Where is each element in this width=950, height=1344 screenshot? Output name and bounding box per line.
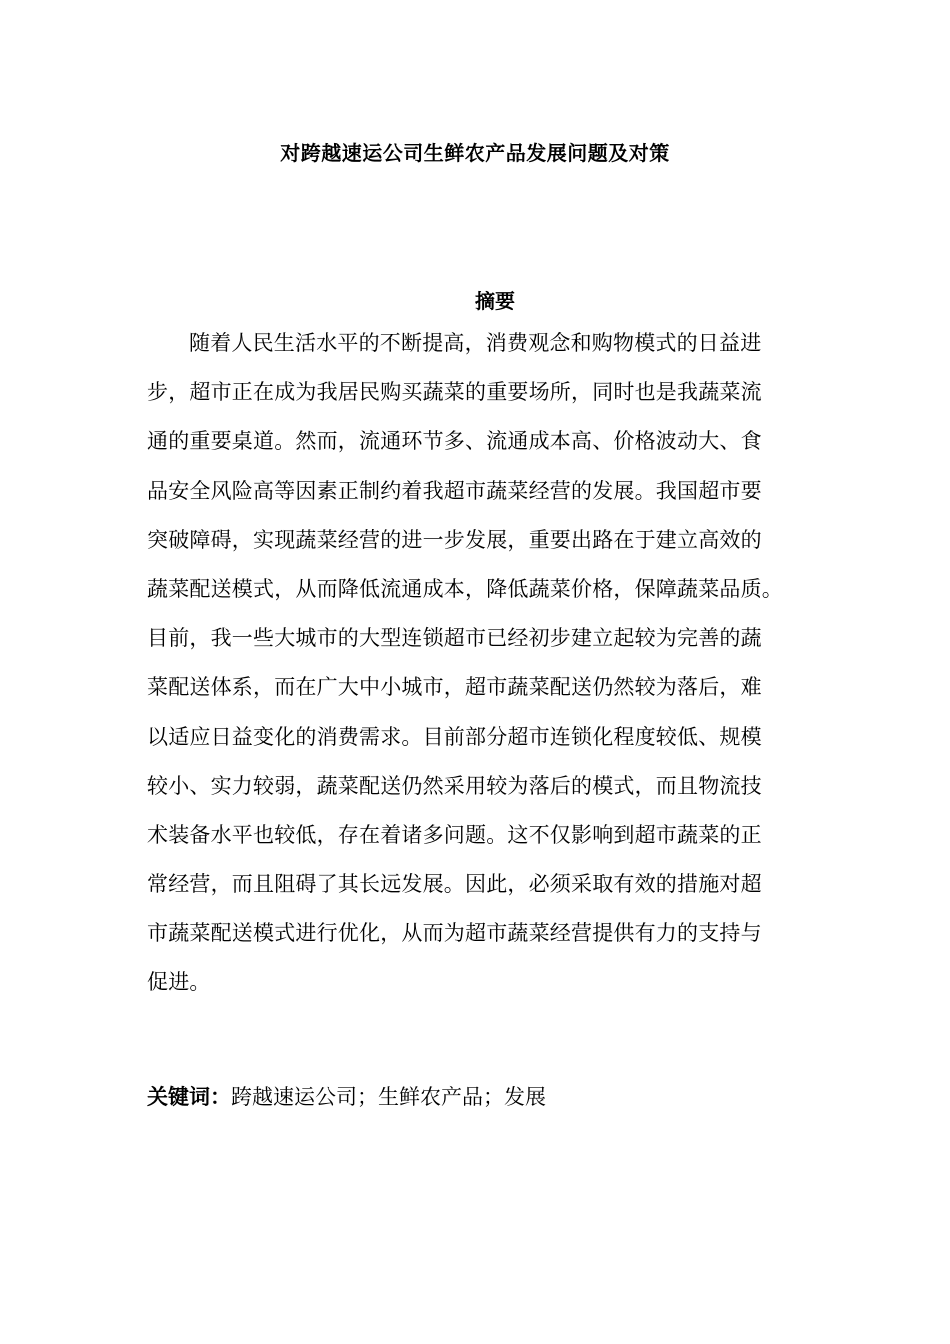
- abstract-line: 术装备水平也较低，存在着诸多问题。这不仅影响到超市蔬菜的正: [147, 822, 762, 847]
- keywords-line: [147, 1084, 546, 1110]
- abstract-line: 常经营，而且阻碍了其长远发展。因此，必须采取有效的措施对超: [147, 872, 762, 897]
- abstract-line: 品安全风险高等因素正制约着我超市蔬菜经营的发展。我国超市要: [147, 478, 762, 503]
- abstract-line: 蔬菜配送模式，从而降低流通成本，降低蔬菜价格，保障蔬菜品质。: [147, 576, 783, 601]
- keywords-text: 跨越速运公司；生鲜农产品；发展: [231, 1085, 546, 1109]
- abstract-body: [147, 331, 809, 1020]
- keywords-label: 关键词：: [147, 1084, 231, 1109]
- abstract-line: 目前，我一些大城市的大型连锁超市已经初步建立起较为完善的蔬: [147, 626, 762, 651]
- abstract-heading: 摘要: [475, 289, 515, 313]
- abstract-line: 突破障碍，实现蔬菜经营的进一步发展，重要出路在于建立高效的: [147, 527, 762, 552]
- abstract-line: 菜配送体系，而在广大中小城市，超市蔬菜配送仍然较为落后，难: [147, 675, 762, 700]
- paper-title: 对跨越速运公司生鲜农产品发展问题及对策: [280, 141, 670, 165]
- abstract-line: 以适应日益变化的消费需求。目前部分超市连锁化程度较低、规模: [147, 724, 762, 749]
- abstract-line: 步，超市正在成为我居民购买蔬菜的重要场所，同时也是我蔬菜流: [147, 380, 762, 405]
- abstract-line: 促进。: [147, 970, 211, 995]
- abstract-line: 随着人民生活水平的不断提高，消费观念和购物模式的日益进: [189, 331, 762, 355]
- abstract-line: 较小、实力较弱，蔬菜配送仍然采用较为落后的模式，而且物流技: [147, 773, 762, 798]
- abstract-line: 通的重要桌道。然而，流通环节多、流通成本高、价格波动大、食: [147, 429, 762, 454]
- abstract-line: 市蔬菜配送模式进行优化，从而为超市蔬菜经营提供有力的支持与: [147, 921, 762, 946]
